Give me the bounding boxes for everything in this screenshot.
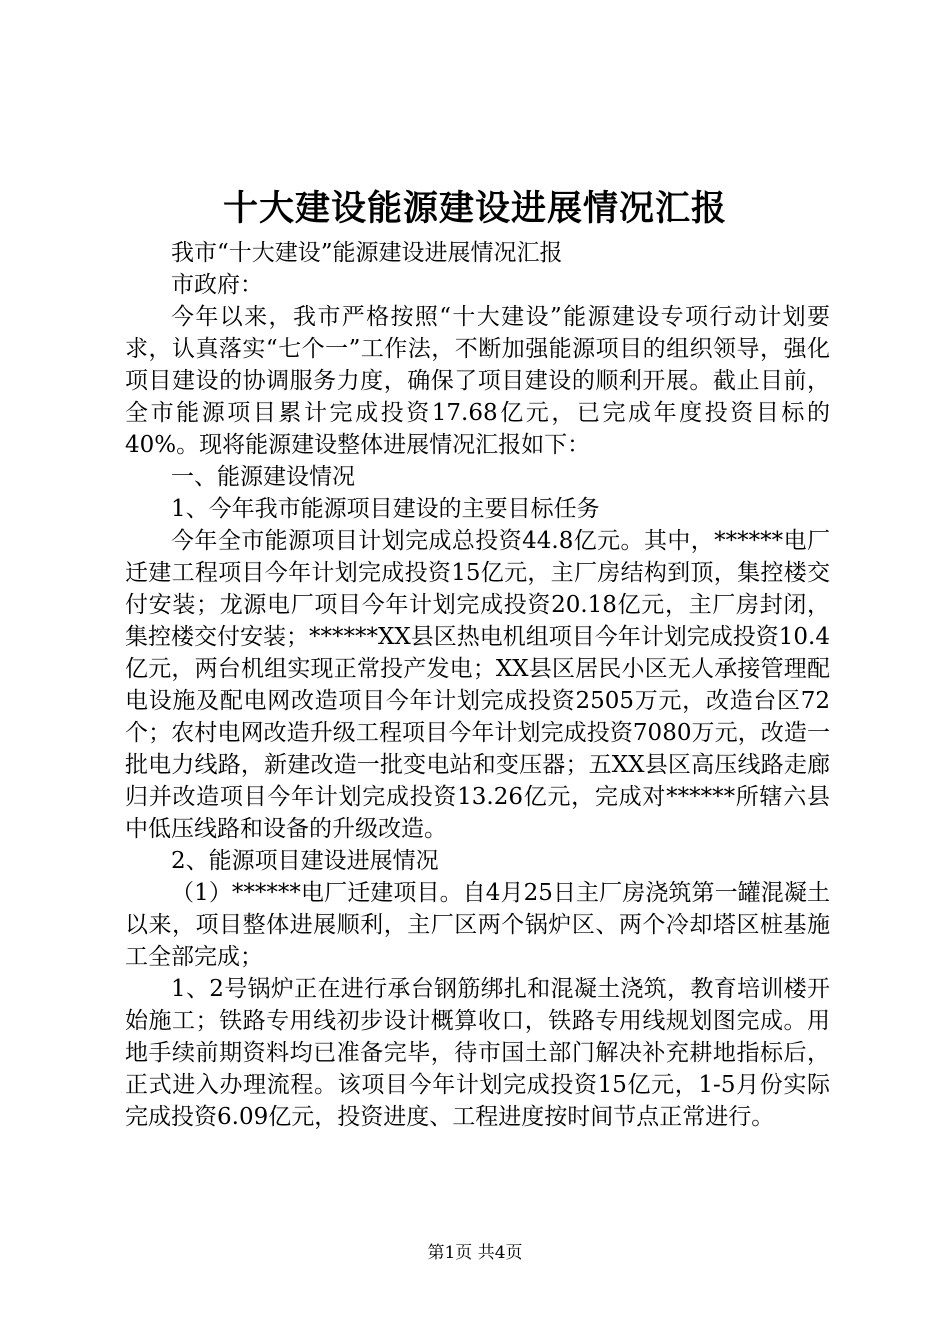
subsection-heading-1: 1、今年我市能源项目建设的主要目标任务 <box>171 496 600 522</box>
section-heading-1: 一、能源建设情况 <box>171 464 355 490</box>
paragraph-project-1: （1）******电厂迁建项目。自4月25日主厂房浇筑第一罐混凝土以来，项目整体进展顺利，主厂区两个锅炉区、两个冷却塔区桩基施工全部完成； <box>125 880 830 970</box>
paragraph-intro: 今年以来，我市严格按照“十大建设”能源建设专项行动计划要求，认真落实“七个一”工作法，不断加强能源项目的组织领导，强化项目建设的协调服务力度，确保了项目建设的顺利开展。截止目前，全市能源项目累计完成投资17.68亿元，已完成年度投资目标的40%。现将能源建设整体进展情况汇报如下： <box>125 304 830 458</box>
page-footer: 第1页 共4页 <box>427 1243 523 1263</box>
paragraph-project-1-detail: 1、2号锅炉正在进行承台钢筋绑扎和混凝土浇筑，教育培训楼开始施工；铁路专用线初步设计概算收口，铁路专用线规划图完成。用地手续前期资料均已准备完毕，待市国土部门解决补充耕地指标后，正式进入办理流程。该项目今年计划完成投资15亿元，1-5月份实际完成投资6.09亿元，投资进度、工程进度按时间节点正常进行。 <box>125 976 830 1130</box>
document-body <box>125 237 830 1133</box>
paragraph-subtitle: 我市“十大建设”能源建设进展情况汇报 <box>171 240 563 266</box>
subsection-heading-2: 2、能源项目建设进展情况 <box>171 848 439 874</box>
document-title: 十大建设能源建设进展情况汇报 <box>222 188 727 229</box>
paragraph-salutation: 市政府： <box>171 272 263 298</box>
paragraph-targets: 今年全市能源项目计划完成总投资44.8亿元。其中，******电厂迁建工程项目今年计划完成投资15亿元，主厂房结构到顶，集控楼交付安装；龙源电厂项目今年计划完成投资20.18亿元，主厂房封闭，集控楼交付安装；******XX县区热电机组项目今年计划完成投资10.4亿元，两台机组实现正常投产发电；XX县区居民小区无人承接管理配电设施及配电网改造项目今年计划完成投资2505万元，改造台区72个；农村电网改造升级工程项目今年计划完成投资7080万元，改造一批电力线路，新建改造一批变电站和变压器；五XX县区高压线路走廊归并改造项目今年计划完成投资13.26亿元，完成对******所辖六县中低压线路和设备的升级改造。 <box>125 528 830 842</box>
